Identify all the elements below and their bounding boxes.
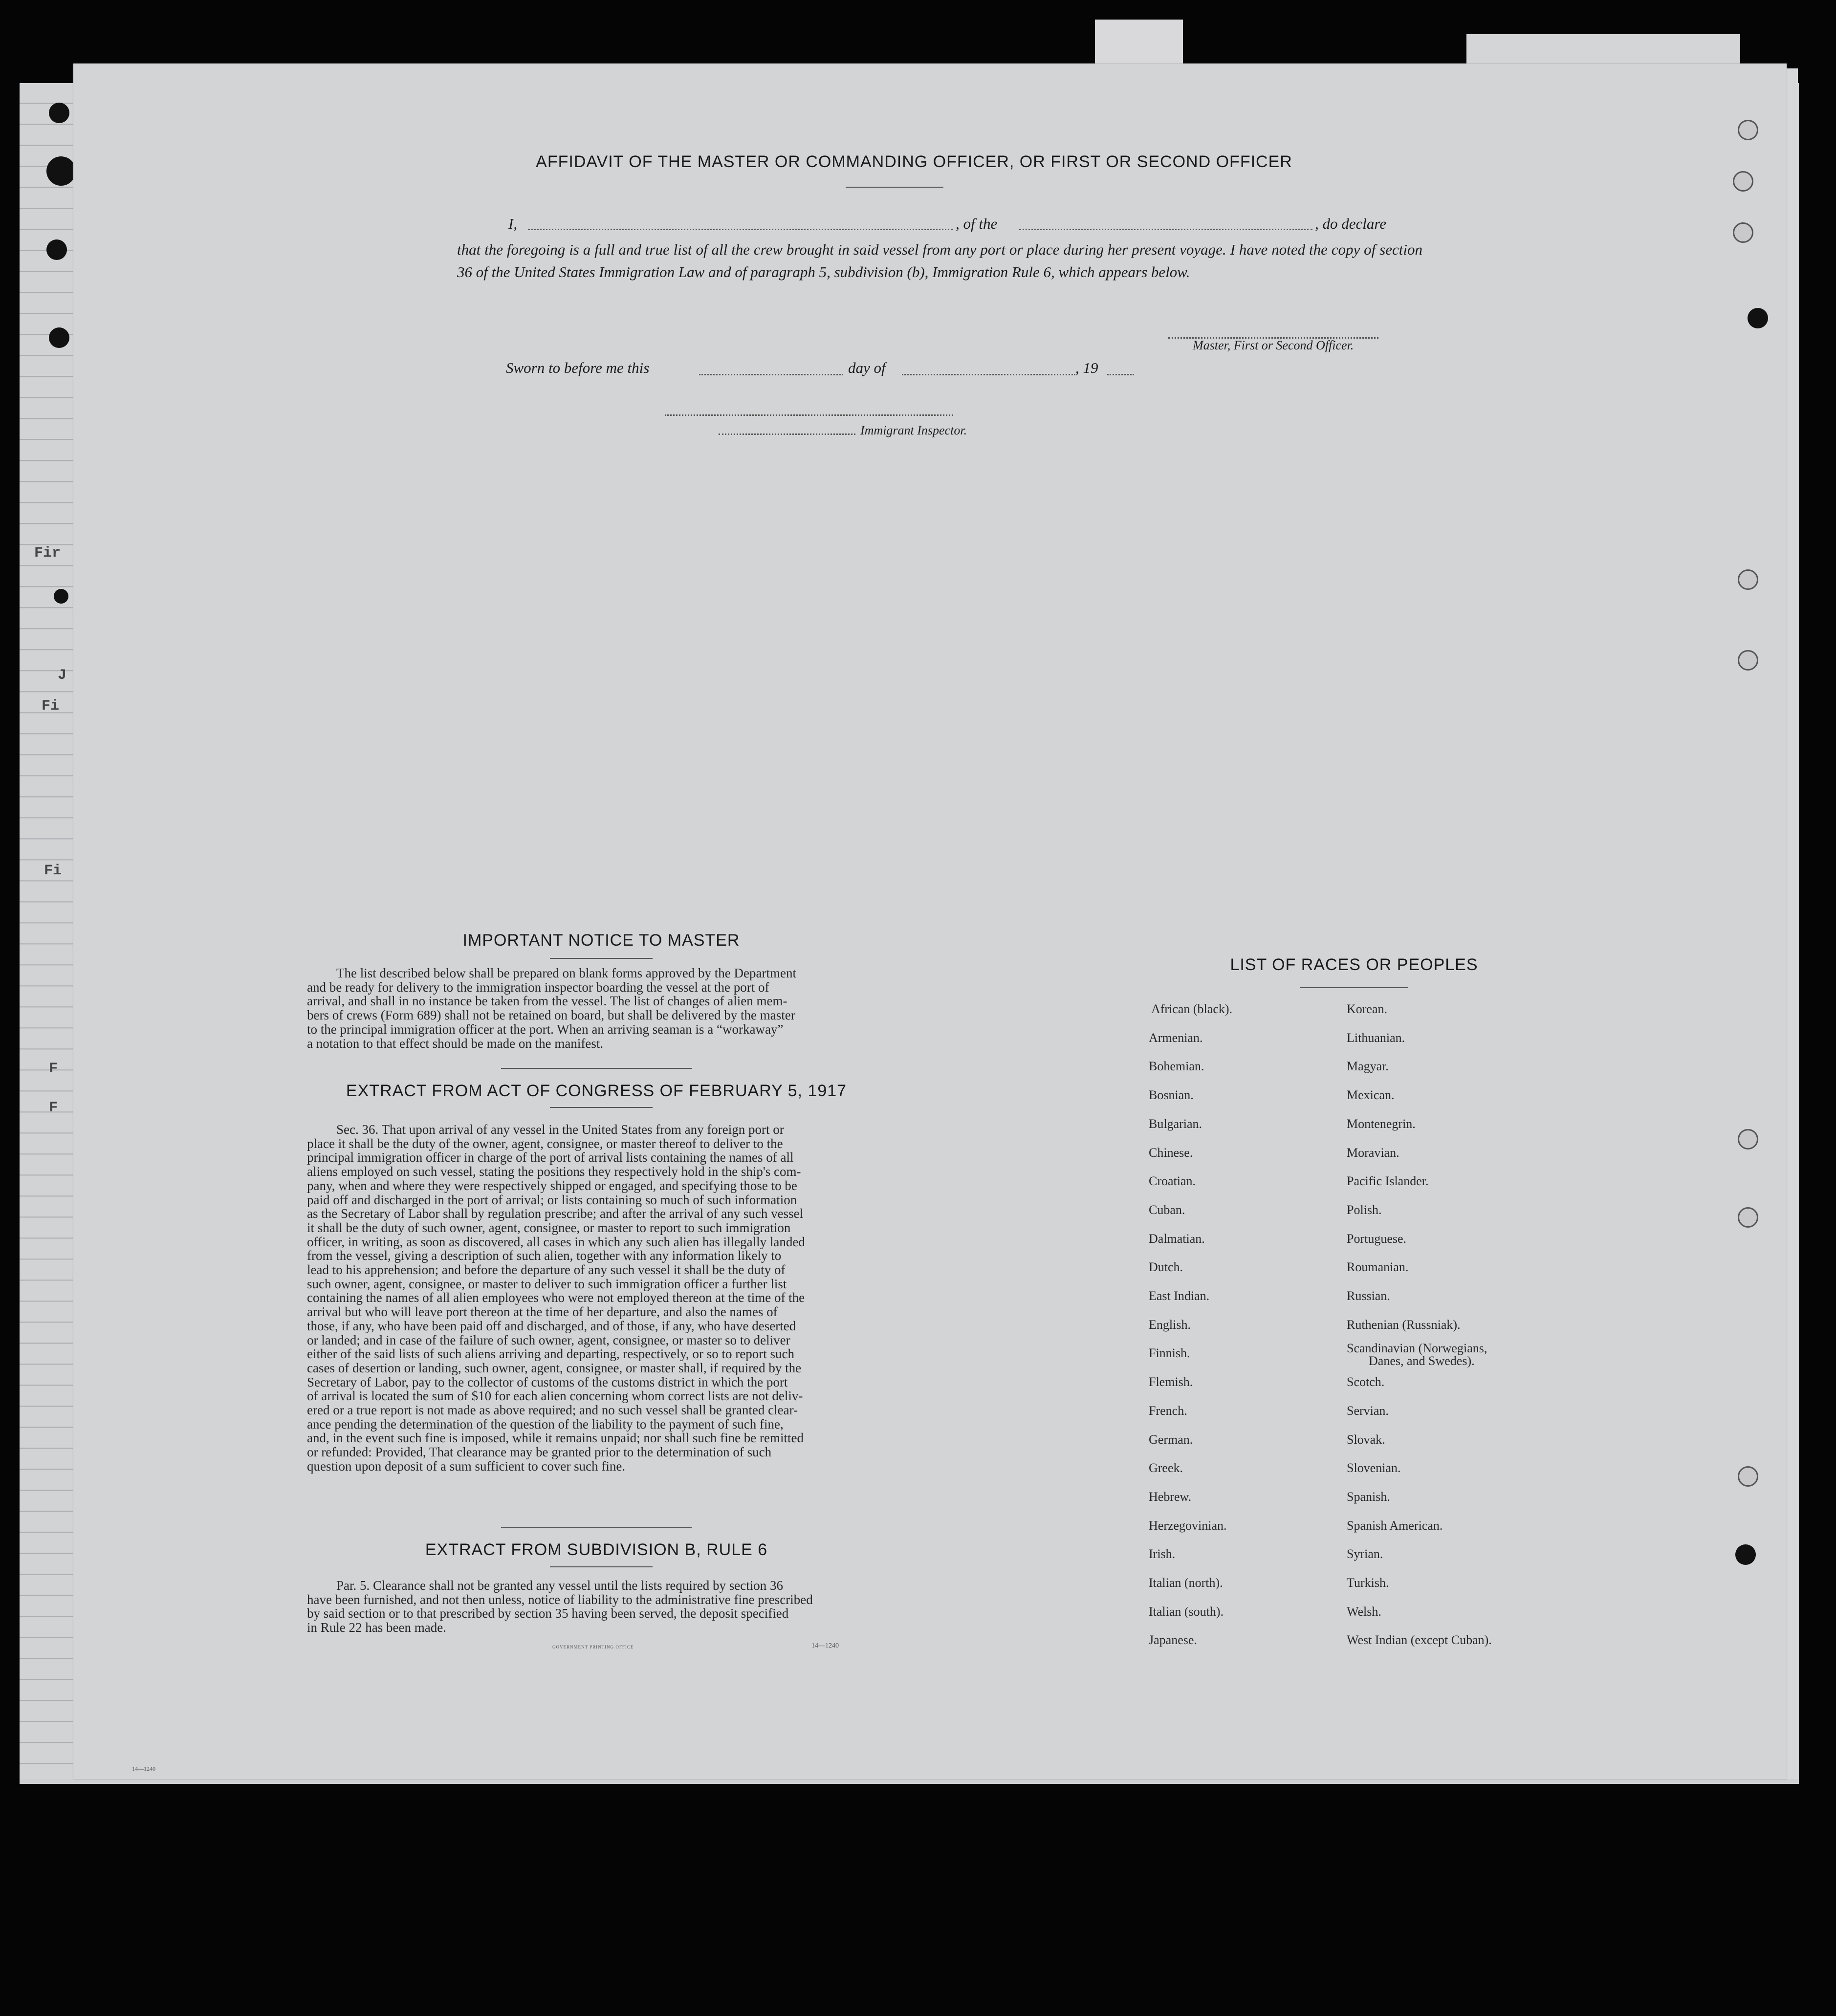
race-item: Japanese. (1149, 1633, 1197, 1647)
race-item: Montenegrin. (1347, 1117, 1416, 1131)
punch-hole (54, 589, 68, 604)
notice-body (307, 966, 884, 1050)
act-line: either of the said lists of such aliens arriving and departing, respectively, or so to report such (307, 1346, 794, 1362)
margin-fragment: Fi (42, 698, 60, 715)
act-line: principal immigration officer in charge of the port of arrival lists containing the names of all (307, 1150, 794, 1165)
form-number: 14—1240 (811, 1642, 839, 1649)
race-item: Russian. (1347, 1289, 1390, 1303)
rule-line: by said section or to that prescribed by section 35 having been served, the deposit specified (307, 1606, 789, 1621)
race-item: Magyar. (1347, 1059, 1389, 1073)
inspector-dotted-line (719, 429, 855, 435)
day-of-text: day of (848, 359, 886, 376)
race-item: Welsh. (1347, 1604, 1381, 1619)
notice-title: IMPORTANT NOTICE TO MASTER (462, 931, 740, 950)
race-item: Slovenian. (1347, 1461, 1401, 1475)
rule-extract-title: EXTRACT FROM SUBDIVISION B, RULE 6 (425, 1540, 768, 1559)
act-line: ered or a true report is not made as above required; and no such vessel shall be granted clear- (307, 1403, 798, 1418)
race-item: Korean. (1347, 1002, 1388, 1016)
race-item: Cuban. (1149, 1203, 1185, 1217)
race-item: Scotch. (1347, 1375, 1385, 1389)
master-signature-label: Master, First or Second Officer. (1193, 338, 1354, 352)
punch-hole (1738, 1466, 1758, 1487)
punch-hole (1738, 1129, 1758, 1149)
race-item: Bohemian. (1149, 1059, 1204, 1073)
punch-hole (46, 156, 76, 186)
race-item: West Indian (except Cuban). (1347, 1633, 1492, 1647)
vessel-name-field[interactable] (1019, 219, 1312, 230)
race-item: Greek. (1149, 1461, 1183, 1475)
sworn-day-field[interactable] (699, 364, 843, 375)
act-line: Secretary of Labor, pay to the collector of customs of the customs district in which the port (307, 1374, 788, 1389)
act-line: officer, in writing, as soon as discovered, all cases in which any such alien has illegally landed (307, 1234, 805, 1249)
bottom-form-fragment: 14—1240 (132, 1765, 155, 1772)
race-item: Syrian. (1347, 1547, 1383, 1561)
race-item: Servian. (1347, 1404, 1389, 1418)
act-line: containing the names of all alien employees who were not employed thereon at the time of the (307, 1290, 805, 1305)
punch-hole (49, 327, 69, 348)
punch-hole (1738, 120, 1758, 140)
race-item-continuation: Danes, and Swedes). (1369, 1354, 1475, 1368)
punch-hole (1735, 1544, 1756, 1565)
race-item: Moravian. (1347, 1146, 1399, 1160)
affidavit-i: I, (508, 215, 518, 232)
notice-line: to the principal immigration officer at the port. When an arriving seaman is a “workaway” (307, 1021, 784, 1037)
paper-tab (1095, 20, 1183, 68)
race-item: Spanish. (1347, 1490, 1390, 1504)
printer-imprint: GOVERNMENT PRINTING OFFICE (552, 1645, 634, 1649)
races-title: LIST OF RACES OR PEOPLES (1230, 955, 1478, 974)
race-item: Dalmatian. (1149, 1232, 1205, 1246)
notice-line: and be ready for delivery to the immigration inspector boarding the vessel at the port of (307, 979, 769, 995)
notice-line: bers of crews (Form 689) shall not be retained on board, but shall be delivered by the master (307, 1008, 795, 1023)
race-item: Lithuanian. (1347, 1031, 1405, 1045)
act-line: question upon deposit of a sum sufficient to cover such fine. (307, 1458, 626, 1474)
act-line: or landed; and in case of the failure of such owner, agent, consignee, or master so to deliver (307, 1332, 790, 1347)
act-line: aliens employed on such vessel, stating the positions they respectively hold in the ship's com- (307, 1164, 801, 1179)
act-line: of arrival is located the sum of $10 for each alien concerning whom correct lists are not deliv- (307, 1388, 803, 1404)
title-rule (846, 187, 943, 188)
act-line: it shall be the duty of such owner, agent, consignee, or master to report to such immigration (307, 1220, 791, 1235)
act-line: pany, when and where they were respectively shipped or engaged, and specifying those to be (307, 1178, 797, 1193)
race-item: Chinese. (1149, 1146, 1193, 1160)
sworn-year-field[interactable] (1107, 364, 1134, 375)
punch-hole (1733, 222, 1753, 243)
race-item: Flemish. (1149, 1375, 1193, 1389)
master-name-field[interactable] (528, 219, 953, 230)
margin-fragment: F (49, 1061, 58, 1077)
race-item: Slovak. (1347, 1432, 1385, 1447)
act-line: Sec. 36. That upon arrival of any vessel in the United States from any foreign port or (336, 1122, 784, 1137)
race-item: Dutch. (1149, 1260, 1183, 1274)
race-item: Portuguese. (1347, 1232, 1407, 1246)
race-item: African (black). (1151, 1002, 1233, 1016)
race-item: Spanish American. (1347, 1518, 1443, 1533)
affidavit-title: AFFIDAVIT OF THE MASTER OR COMMANDING OFFICER, OR FIRST OR SECOND OFFICER (536, 152, 1292, 171)
inspector-signature-line[interactable] (665, 410, 953, 416)
race-item: Finnish. (1149, 1346, 1190, 1360)
margin-fragment: Fi (44, 863, 62, 879)
act-line: or refunded: Provided, That clearance may be granted prior to the determination of such (307, 1445, 772, 1460)
race-item: Croatian. (1149, 1174, 1196, 1188)
margin-fragment: Fir (34, 545, 61, 562)
race-item: East Indian. (1149, 1289, 1210, 1303)
act-line: paid off and discharged in the port of arrival; or lists containing so much of such information (307, 1192, 797, 1207)
races-title-rule (1300, 987, 1408, 988)
section-divider (501, 1527, 692, 1528)
paper-edge (1466, 34, 1740, 64)
act-line: cases of desertion or landing, such owner, agent, consignee, or master shall, if required by the (307, 1360, 802, 1375)
act-extract-body (307, 1123, 884, 1474)
sworn-before-text: Sworn to before me this (506, 359, 650, 376)
act-line: from the vessel, giving a description of such alien, together with any information likely to (307, 1248, 782, 1263)
of-the-text: , of the (956, 215, 998, 232)
race-item: Hebrew. (1149, 1490, 1192, 1504)
punch-hole (46, 239, 67, 260)
punch-hole (1738, 1207, 1758, 1228)
act-line: arrival but who will leave port thereon at the time of her departure, and also the names of (307, 1304, 778, 1320)
section-divider (501, 1068, 692, 1069)
act-line: and, in the event such fine is imposed, while it remains unpaid; nor shall such fine be remitted (307, 1431, 804, 1446)
rule-line: have been furnished, and not then unless, notice of liability to the administrative fine prescribed (307, 1592, 813, 1607)
punch-hole (1733, 171, 1753, 192)
race-item: German. (1149, 1432, 1193, 1447)
rule-line: in Rule 22 has been made. (307, 1620, 446, 1635)
punch-hole (1748, 308, 1768, 328)
race-item: Scandinavian (Norwegians, (1347, 1341, 1487, 1355)
notice-line: a notation to that effect should be made on the manifest. (307, 1036, 604, 1051)
race-item: Armenian. (1149, 1031, 1203, 1045)
rule-extract-body (307, 1579, 884, 1635)
race-item: Italian (south). (1149, 1604, 1224, 1619)
race-item: Ruthenian (Russniak). (1347, 1318, 1461, 1332)
do-declare-text: , do declare (1315, 215, 1387, 232)
act-extract-title: EXTRACT FROM ACT OF CONGRESS OF FEBRUARY 5, 1917 (346, 1082, 847, 1100)
race-item: Mexican. (1347, 1088, 1395, 1102)
act-title-rule (550, 1107, 653, 1108)
rule-line: Par. 5. Clearance shall not be granted any vessel until the lists required by section 36 (336, 1578, 784, 1593)
race-item: Polish. (1347, 1203, 1382, 1217)
rule-title-rule (550, 1566, 653, 1567)
affidavit-body: that the foregoing is a full and true list of all the crew brought in said vessel from any port or place during her present voyage. I have noted the copy of section 36 of the United States Immigration Law and of paragraph 5, subdivision (b), Immigration Rule 6, which appears below. (457, 241, 1422, 281)
race-item: Pacific Islander. (1347, 1174, 1429, 1188)
race-item: Roumanian. (1347, 1260, 1409, 1274)
act-line: those, if any, who have been paid off and discharged, and of those, if any, who have deserted (307, 1318, 796, 1333)
race-item: Turkish. (1347, 1576, 1389, 1590)
margin-fragment: J (58, 667, 67, 684)
race-item: Bulgarian. (1149, 1117, 1202, 1131)
punch-hole (1738, 650, 1758, 671)
race-item: Bosnian. (1149, 1088, 1194, 1102)
act-line: as the Secretary of Labor shall by regulation prescribe; and after the arrival of any such vessel (307, 1206, 804, 1221)
notice-title-rule (550, 958, 653, 959)
sworn-month-field[interactable] (902, 364, 1075, 375)
notice-line: The list described below shall be prepared on blank forms approved by the Department (336, 966, 796, 980)
punch-hole (49, 103, 69, 123)
manifest-back-page (73, 64, 1787, 1779)
race-item: French. (1149, 1404, 1187, 1418)
inspector-label: Immigrant Inspector. (860, 423, 967, 437)
act-line: ance pending the determination of the question of the liability to the payment of such fine, (307, 1416, 784, 1431)
act-line: place it shall be the duty of the owner, agent, consignee, or master thereof to deliver to the (307, 1136, 783, 1151)
margin-fragment: F (49, 1100, 58, 1116)
race-item: Irish. (1149, 1547, 1176, 1561)
act-line: lead to his apprehension; and before the departure of any such vessel it shall be the duty of (307, 1262, 786, 1278)
race-item: Italian (north). (1149, 1576, 1223, 1590)
race-item: Herzegovinian. (1149, 1518, 1227, 1533)
year-prefix-text: , 19 (1075, 359, 1098, 376)
race-item: English. (1149, 1318, 1191, 1332)
punch-hole (1738, 569, 1758, 590)
notice-line: arrival, and shall in no instance be taken from the vessel. The list of changes of alien mem- (307, 994, 787, 1009)
act-line: such owner, agent, consignee, or master to deliver to such immigration officer a further list (307, 1276, 787, 1291)
